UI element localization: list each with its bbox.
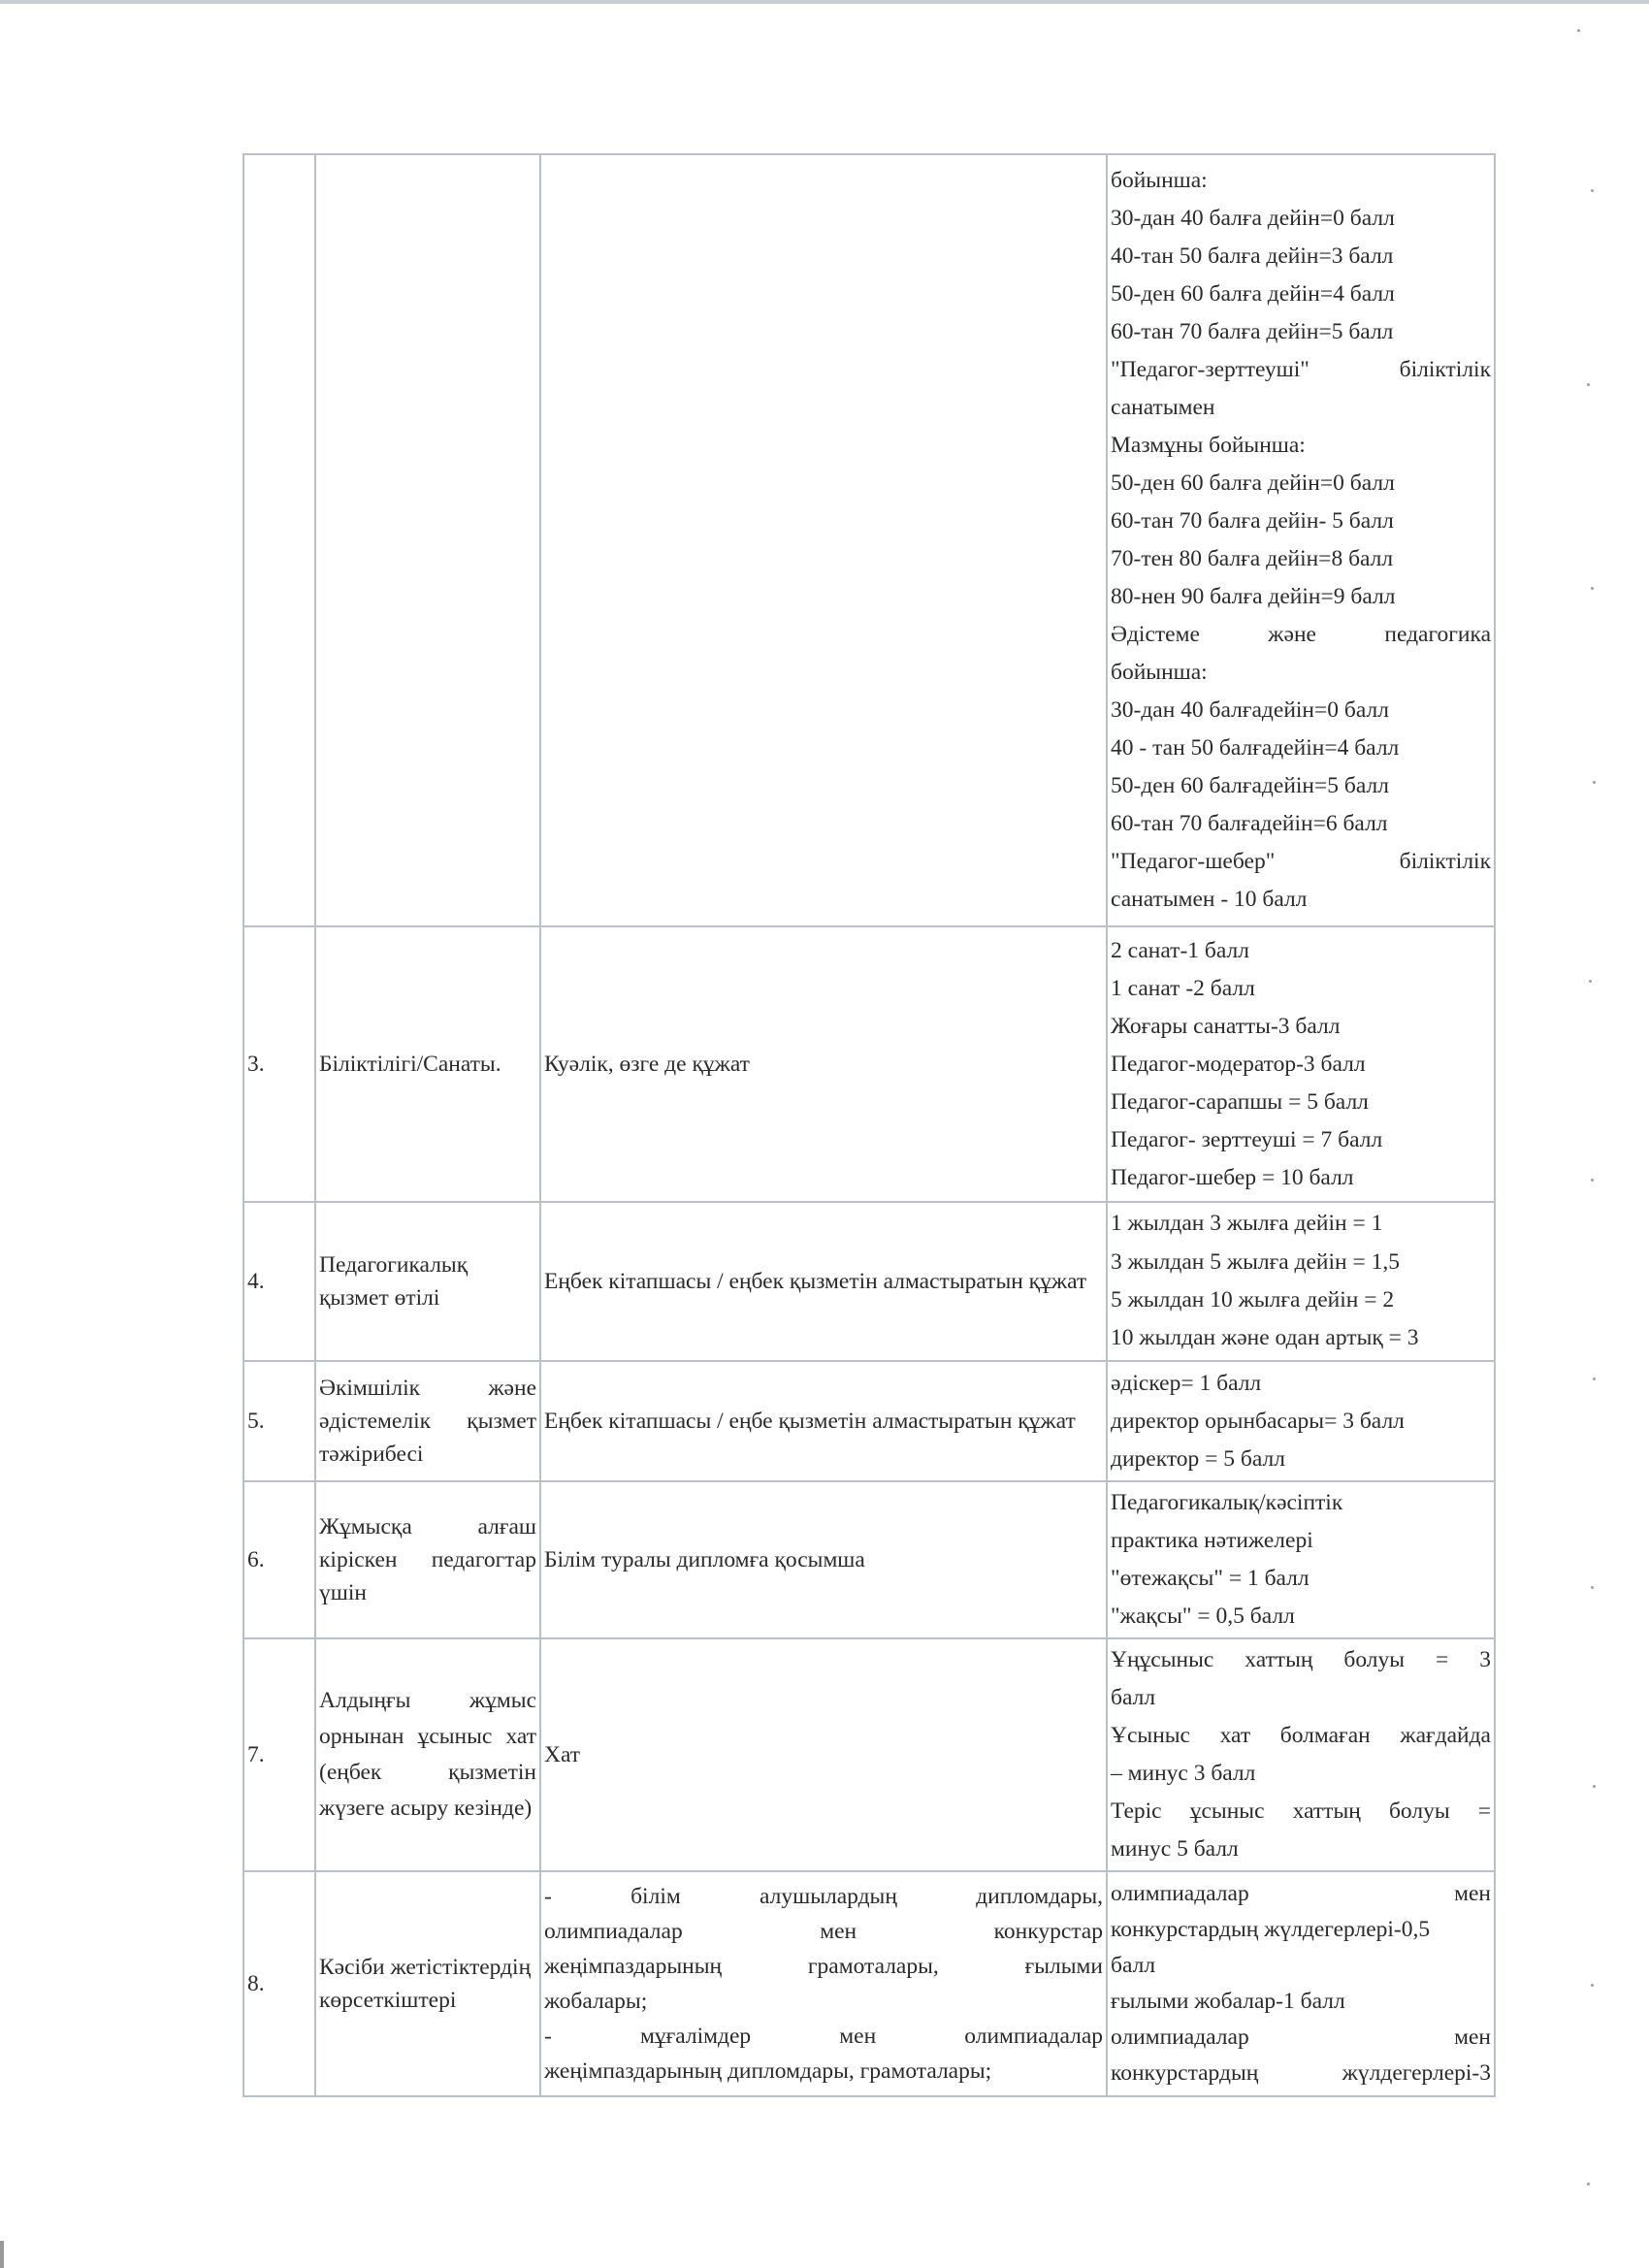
document-cell — [540, 154, 1107, 926]
score-line: санатымен — [1111, 395, 1215, 420]
row-number — [243, 154, 315, 926]
row-number: 6. — [243, 1481, 315, 1638]
table-row — [243, 1871, 1495, 2096]
score-line: Әдістеме және педагогика — [1111, 622, 1491, 647]
score-line: 50-ден 60 балға дейін=0 балл — [1111, 470, 1395, 496]
score-line: балл — [1111, 1953, 1156, 1978]
indicator-cell: Жұмысқа алғаш кіріскен педагогтар үшін — [315, 1481, 540, 1638]
score-line: 2 санат-1 балл — [1111, 937, 1249, 963]
document-line: - мұғалімдер мен олимпиадалар — [544, 2024, 1103, 2049]
score-cell — [1107, 1481, 1495, 1638]
score-line: Педагог-сарапшы = 5 балл — [1111, 1088, 1369, 1115]
score-line: ғылыми жобалар-1 балл — [1111, 1989, 1345, 2014]
score-line: санатымен - 10 балл — [1111, 887, 1308, 912]
document-line: олимпиадалар мен конкурстар — [544, 1919, 1103, 1944]
score-line: 50-ден 60 балғадейін=5 балл — [1111, 773, 1389, 798]
document-line: жобалары; — [544, 1989, 648, 2014]
document-cell: Еңбек кітапшасы / еңбек қызметін алмастыратын құжат — [540, 1202, 1107, 1361]
document-cell — [540, 1871, 1107, 2096]
score-line: Теріс ұсыныс хаттың болуы = — [1111, 1798, 1491, 1824]
score-line: бойынша: — [1111, 660, 1208, 685]
score-line: Жоғары санатты-3 балл — [1111, 1013, 1341, 1039]
score-line: Ұңұсыныс хаттың болуы = 3 — [1111, 1647, 1491, 1672]
score-line: "Педагог-шебер" біліктілік — [1111, 849, 1491, 874]
score-line: Педагог-шебер = 10 балл — [1111, 1164, 1354, 1190]
document-cell: Еңбек кітапшасы / еңбе қызметін алмастыратын құжат — [540, 1361, 1107, 1481]
indicator-cell: Педагогикалық қызмет өтілі — [315, 1202, 540, 1361]
table-row — [243, 154, 1495, 926]
score-line: 30-дан 40 балға дейін=0 балл — [1111, 206, 1395, 231]
row-number: 3. — [243, 926, 315, 1202]
document-line: жеңімпаздарының дипломдары, грамоталары; — [544, 2058, 992, 2084]
scan-speck — [1593, 781, 1596, 784]
scan-speck — [1591, 1179, 1594, 1182]
score-line: 60-тан 70 балғадейін=6 балл — [1111, 811, 1388, 836]
scan-speck — [1591, 189, 1594, 192]
scan-speck — [1591, 587, 1594, 590]
scan-edge-left — [0, 2241, 4, 2268]
indicator-cell — [315, 154, 540, 926]
score-cell — [1107, 1361, 1495, 1481]
score-line: конкурстардың жүлдегерлері-0,5 — [1111, 1917, 1431, 1942]
score-line: Педагогикалық/кәсіптік — [1111, 1490, 1343, 1515]
score-line: әдіскер= 1 балл — [1111, 1370, 1262, 1396]
row-number: 8. — [243, 1871, 315, 2096]
table-row — [243, 1202, 1495, 1361]
score-line: 30-дан 40 балғадейін=0 балл — [1111, 697, 1389, 723]
score-line: 50-ден 60 балға дейін=4 балл — [1111, 281, 1395, 307]
score-line: бойынша: — [1111, 168, 1208, 193]
score-cell — [1107, 154, 1495, 926]
score-cell — [1107, 1202, 1495, 1361]
score-line: 3 жылдан 5 жылға дейін = 1,5 — [1111, 1248, 1400, 1275]
score-line: 1 санат -2 балл — [1111, 975, 1255, 1001]
scan-speck — [1587, 2183, 1590, 2186]
score-line: конкурстардың жүлдегерлері-3 — [1111, 2060, 1491, 2086]
score-line: 1 жылдан 3 жылға дейін = 1 — [1111, 1211, 1383, 1237]
table-row — [243, 1638, 1495, 1871]
table-row — [243, 1361, 1495, 1481]
row-number: 5. — [243, 1361, 315, 1481]
scan-edge-top — [0, 0, 1649, 4]
score-line: "жақсы" = 0,5 балл — [1111, 1604, 1295, 1629]
score-line: директор орынбасары= 3 балл — [1111, 1408, 1405, 1434]
score-line: Педагог-модератор-3 балл — [1111, 1051, 1366, 1077]
score-line: Педагог- зерттеуші = 7 балл — [1111, 1126, 1383, 1152]
row-number: 7. — [243, 1638, 315, 1871]
score-line: 5 жылдан 10 жылға дейін = 2 — [1111, 1287, 1395, 1312]
score-cell — [1107, 926, 1495, 1202]
row-number: 4. — [243, 1202, 315, 1361]
score-line: директор = 5 балл — [1111, 1445, 1285, 1472]
scan-speck — [1589, 980, 1592, 983]
indicator-cell: Алдыңғы жұмыс орнынан ұсыныс хат (еңбек қызметін жүзеге асыру кезінде) — [315, 1638, 540, 1871]
score-line: балл — [1111, 1685, 1156, 1710]
score-line: практика нәтижелері — [1111, 1528, 1313, 1553]
score-line: минус 5 балл — [1111, 1836, 1239, 1862]
score-line: 60-тан 70 балға дейін=5 балл — [1111, 319, 1394, 344]
scan-speck — [1577, 29, 1580, 32]
score-line: 40 - тан 50 балғадейін=4 балл — [1111, 735, 1400, 761]
score-line: олимпиадалар мен — [1111, 2025, 1491, 2050]
scan-speck — [1587, 383, 1590, 386]
score-line: 70-тен 80 балға дейін=8 балл — [1111, 546, 1394, 571]
document-cell: Білім туралы дипломға қосымша — [540, 1481, 1107, 1638]
document-cell: Хат — [540, 1638, 1107, 1871]
scan-speck — [1591, 1984, 1594, 1987]
score-line: 60-тан 70 балға дейін- 5 балл — [1111, 508, 1394, 534]
score-line: "өтежақсы" = 1 балл — [1111, 1566, 1310, 1591]
indicator-cell: Әкімшілік және әдістемелік қызмет тәжірибесі — [315, 1361, 540, 1481]
score-line: "Педагог-зерттеуші" біліктілік — [1111, 357, 1491, 382]
indicator-cell: Кәсіби жетістіктердің көрсеткіштері — [315, 1871, 540, 2096]
score-cell — [1107, 1638, 1495, 1871]
score-line: 80-нен 90 балға дейін=9 балл — [1111, 584, 1396, 609]
score-line: Мазмұны бойынша: — [1111, 433, 1306, 458]
scan-speck — [1591, 1586, 1594, 1589]
document-line: - білім алушылардың дипломдары, — [544, 1884, 1103, 1909]
document-cell: Куәлік, өзге де құжат — [540, 926, 1107, 1202]
scan-speck — [1593, 1377, 1596, 1380]
document-line: жеңімпаздарының грамоталары, ғылыми — [544, 1954, 1103, 1979]
score-line: Ұсыныс хат болмаған жағдайда — [1111, 1723, 1491, 1748]
criteria-table — [242, 153, 1496, 2097]
indicator-cell: Біліктілігі/Санаты. — [315, 926, 540, 1202]
score-line: олимпиадалар мен — [1111, 1881, 1491, 1906]
table-row — [243, 926, 1495, 1202]
score-line: 40-тан 50 балға дейін=3 балл — [1111, 243, 1394, 269]
table-row — [243, 1481, 1495, 1638]
score-cell — [1107, 1871, 1495, 2096]
score-line: – минус 3 балл — [1111, 1761, 1256, 1786]
scan-speck — [1593, 1785, 1596, 1788]
score-line: 10 жылдан және одан артық = 3 — [1111, 1325, 1419, 1351]
